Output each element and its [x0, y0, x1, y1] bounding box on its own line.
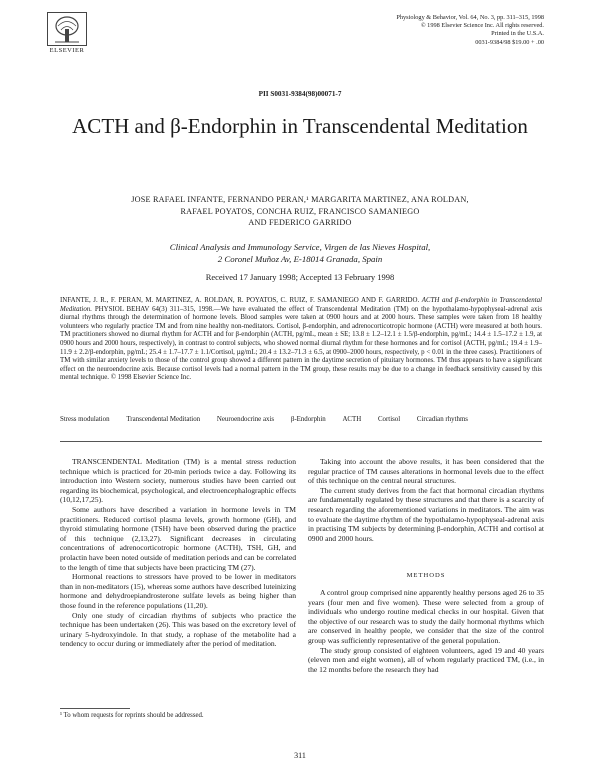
copyright-line: © 1998 Elsevier Science Inc. All rights reserved.: [420, 22, 544, 30]
keyword: Circadian rhythms: [416, 416, 468, 423]
abstract-citation-journal: PHYSIOL BEHAV 64(3) 311–315, 1998.—: [94, 305, 221, 313]
methods-heading: METHODS: [406, 572, 446, 579]
abstract-citation-authors: INFANTE, J. R., F. PERAN, M. MARTINEZ, A. ROLDAN, R. POYATOS, C. RUIZ, F. SAMANIEGO AND F. GARRIDO.: [60, 297, 420, 304]
footnote-divider: [60, 708, 130, 709]
abstract-copyright: © 1998 Elsevier Science Inc.: [110, 374, 192, 382]
publisher-name: ELSEVIER: [49, 47, 85, 54]
paragraph: The study group consisted of eighteen volunteers, aged 19 and 40 years (eleven men and eight women), all of whom regularly practiced TM, (i.e., in the 12 months before the research they had: [308, 645, 544, 674]
paragraph: TRANSCENDENTAL Meditation (TM) is a mental stress reduction technique which is practiced for 20-min periods twice a day. Following its introduction into Western society, numerous studies have been carried out regarding its biochemical, psychological, and electroencephalographic effects (10,12,17,25).: [60, 457, 297, 505]
journal-header: [294, 14, 544, 47]
affiliation-line: 2 Coronel Muñoz Av, E-18014 Granada, Spain: [217, 254, 383, 264]
author-line: RAFAEL POYATOS, CONCHA RUIZ, FRANCISCO SAMANIEGO: [180, 206, 420, 216]
pii-identifier: PII S0031-9384(98)00071-7: [258, 90, 342, 98]
paragraph: Only one study of circadian rhythms of subjects who practice the technique has been undertaken (26). This was based on the excretory level of urinary 5-hydroxyindole. In that study, a rophase of the metabolite had a tendency to occur during or immediately after the period of meditation.: [60, 610, 296, 649]
abstract: [60, 297, 542, 383]
elsevier-logo: [44, 12, 90, 78]
paragraph: Some authors have described a variation in hormone levels in TM practitioners. Reduced cortisol plasma levels, growth hormone (GH), and thyroid stimulating hormone (TSH) have been observed during the practice of this technique (2,13,27). Significant decreases in circulating concentrations of adrenocorticotropic hormone (ACTH), TSH, GH, and prolactin have been noted outside of meditation periods and can be correlated to the length of time that subjects have been practicing TM (27).: [60, 504, 296, 572]
author-list: [70, 194, 530, 229]
affiliation-line: Clinical Analysis and Immunology Service, Virgen de las Nieves Hospital,: [169, 242, 431, 252]
printed-line: Printed in the U.S.A.: [491, 30, 544, 38]
keyword: ACTH: [342, 416, 362, 423]
page-number: 311: [294, 751, 306, 760]
paragraph: A control group comprised nine apparently healthy persons aged 26 to 35 years (four men and five women). These were selected from a group of individuals who undergo routine medical checks in our hospital. Given that the objective of our research was to study the daily hormonal rhythms which are conserved in healthy people, we consider that the size of the control group was sufficiently representative of the general population.: [308, 588, 544, 645]
tree-icon: [47, 12, 87, 46]
abstract-citation-title: ACTH and β-endorphin in Transcendental Meditation.: [60, 297, 542, 313]
issn-price: 0031-9384/98 $19.00 + .00: [475, 38, 544, 46]
paragraph: Hormonal reactions to stressors have proved to be lower in meditators than in non-meditators (15), whereas some authors have described luteinizing hormone and dehydroepiandrosterone sulfate levels as being higher than those found in the reference populations (11,20).: [60, 572, 296, 610]
affiliation: [70, 241, 530, 265]
keyword: Neuroendocrine axis: [216, 416, 275, 423]
paragraph: The current study derives from the fact that hormonal circadian rhythms are fundamentally regulated by these structures and that there is a scarcity of research regarding the aforementioned variations in meditators. The aim was to evaluate the daytime rhythm of the hypothalamo-hypophyseal-adrenal axis in practising TM subjects by determining β-endorphin, ACTH and cortisol at 0900 and 2000 hours.: [308, 485, 544, 543]
journal-citation: Physiology & Behavior, Vol. 64, No. 3, pp. 311–315, 1998: [396, 14, 544, 21]
keywords: [60, 416, 542, 425]
left-column: [60, 457, 296, 649]
keyword: Cortisol: [377, 416, 401, 423]
author-line: JOSE RAFAEL INFANTE, FERNANDO PERAN,¹ MARGARITA MARTINEZ, ANA ROLDAN,: [131, 195, 469, 204]
section-divider: [60, 441, 542, 442]
received-dates: Received 17 January 1998; Accepted 13 February 1998: [205, 272, 395, 282]
abstract-body: We have evaluated the effect of Transcendental Meditation (TM) on the hypothalamo-hypophyseal-adrenal axis diurnal rhythms through the determination of hormone levels. Blood samples were taken at 0900 hours and at 2000 hours. These samples were taken from 18 healthy volunteers who regularly practice TM and from nine healthy non-meditators. Cortisol, β-endorphin, and adrenocorticotropic hormone (ACTH) were measured at both hours. TM practitioners showed no diurnal rhythm for ACTH and for β-endorphin (ACTH, pg/mL, mean ± SE; 13.8 ± 1.2–12.1 ± 1.5/β-endorphin, pg/mL; 14.4 ± 1.5–17.2 ± 1.9, at 0900 hours and 2000 hours, respectively), in contrast to control subjects, who showed normal diurnal rhythm for these hormones and for cortisol (ACTH, pg/mL; 19.4 ± 1.9–11.9 ± 2.2/β-endorphin, pg/mL; 25.4 ± 1.7–17.7 ± 1.1/Cortisol, µg/mL; 20.4 ± 13.2–71.3 ± 6.5, at 0900–2000 hours, respectively, p < 0.01 in the three cases). Practitioners of TM with similar anxiety levels to those of the control group showed a different pattern in the daytime secretion of pituitary hormones. TM thus appears to have a significant effect on the neuroendocrine axis. Because cortisol levels had a normal pattern in the TM group, these results may be due to a change in feedback sensitivity caused by this mental technique.: [60, 305, 542, 382]
keyword: Stress modulation: [60, 416, 110, 423]
keyword: Transcendental Meditation: [126, 416, 201, 423]
paragraph: Taking into account the above results, it has been considered that the regular practice of TM causes alterations in hormonal levels due to the effect of this technique on the central neural structures.: [308, 457, 544, 486]
article-title: ACTH and β-Endorphin in Transcendental Meditation: [72, 114, 528, 138]
author-line: AND FEDERICO GARRIDO: [248, 218, 352, 227]
right-column-intro: [308, 457, 544, 543]
footnote: ¹ To whom requests for reprints should be addressed.: [60, 712, 204, 719]
right-column-methods: [308, 588, 544, 674]
keyword: β-Endorphin: [290, 416, 326, 423]
